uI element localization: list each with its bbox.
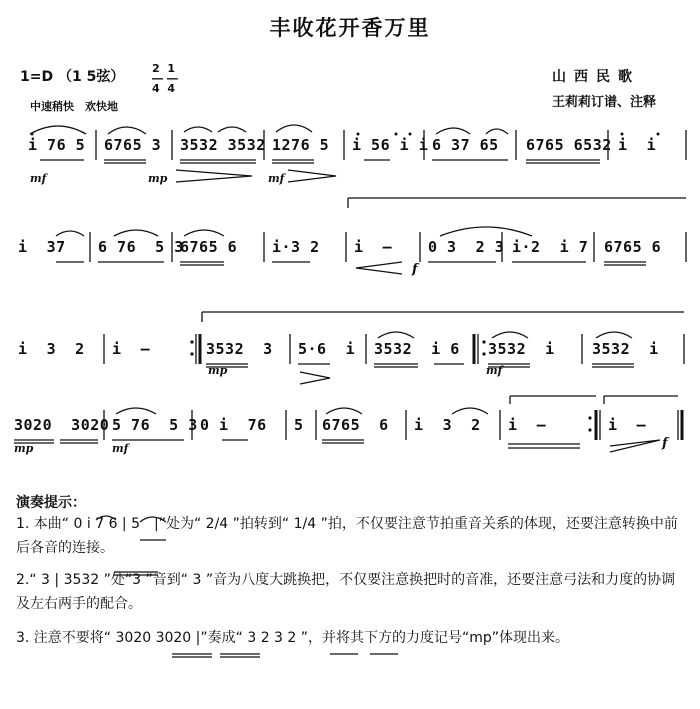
measure: 6 76 5 3 <box>98 238 184 256</box>
measure: i – <box>608 416 647 434</box>
dynamic-mark: mf <box>268 172 285 185</box>
page-title: 丰收花开香万里 <box>269 16 431 40</box>
measure: i 76 5 <box>28 136 86 154</box>
dynamic-mark: mp <box>208 364 228 377</box>
measure: 6 37 65 <box>432 136 499 154</box>
measure: 3020 3020 <box>14 416 110 434</box>
song-source: 山西民歌 <box>552 69 640 85</box>
measure: 5 <box>294 416 304 434</box>
measure: i – <box>508 416 547 434</box>
measure: 3532 3 <box>206 340 273 358</box>
measure: 1276 5 <box>272 136 330 154</box>
measure: 3532 i 6 <box>374 340 460 358</box>
measure: 6765 6 <box>322 416 389 434</box>
measure: 3532 3532 <box>180 136 266 154</box>
tips-heading: 演奏提示： <box>16 495 86 511</box>
dynamic-mark: mf <box>486 364 503 377</box>
measure: i·3 2 <box>272 238 320 256</box>
measure: i – <box>112 340 151 358</box>
measure: i 3 2 <box>414 416 481 434</box>
measure: 6765 6 <box>180 238 238 256</box>
measure: 0 3 2 3 <box>428 238 505 256</box>
dynamic-mark: mp <box>14 442 34 455</box>
measure: 5 76 5 3 <box>112 416 198 434</box>
tip-1: 1. 本曲“ 0 i 7 6 | 5 |”处为“ 2/4 ”拍转到“ 1/4 ”拍，不仅要注意节拍重音关系的体现，还要注意转换中前后各音的连接。 <box>16 516 678 556</box>
measure: 6765 6532 <box>526 136 612 154</box>
measure: i 3 2 <box>18 340 85 358</box>
dynamic-mark: mp <box>148 172 168 185</box>
time-signature: 2 1 ― ― 4 4 <box>152 62 178 95</box>
measure: 6765 3 <box>104 136 162 154</box>
measure: i i <box>618 136 657 154</box>
dynamic-mark: f <box>662 436 668 451</box>
tip-3: 3. 注意不要将“ 3020 3020 |”奏成“ 3 2 3 2 ”，并将其下方的力度记号“mp”体现出来。 <box>16 630 570 646</box>
key-signature: 1=D （1 5弦） <box>20 69 125 85</box>
dynamic-mark: mf <box>30 172 47 185</box>
measure: 0 i 76 <box>200 416 267 434</box>
measure: 3532 i <box>592 340 659 358</box>
measure: i 37 <box>18 238 66 256</box>
dynamic-mark: f <box>412 262 418 277</box>
measure: i – <box>354 238 393 256</box>
dynamic-mark: mf <box>112 442 129 455</box>
editor-credit: 王莉莉订谱、注释 <box>552 95 657 110</box>
measure: i 56 i i <box>352 136 429 154</box>
measure: 5·6 i <box>298 340 356 358</box>
tip-2: 2.“ 3 | 3532 ”处“3 ”音到“ 3 ”音为八度大跳换把，不仅要注意换把时的音准，还要注意弓法和力度的协调及左右两手的配合。 <box>16 572 676 612</box>
measure: 3532 i <box>488 340 555 358</box>
measure: 6765 6 <box>604 238 662 256</box>
measure: i·2 i 7 <box>512 238 589 256</box>
tempo-marking: 中速稍快 欢快地 <box>30 100 118 113</box>
